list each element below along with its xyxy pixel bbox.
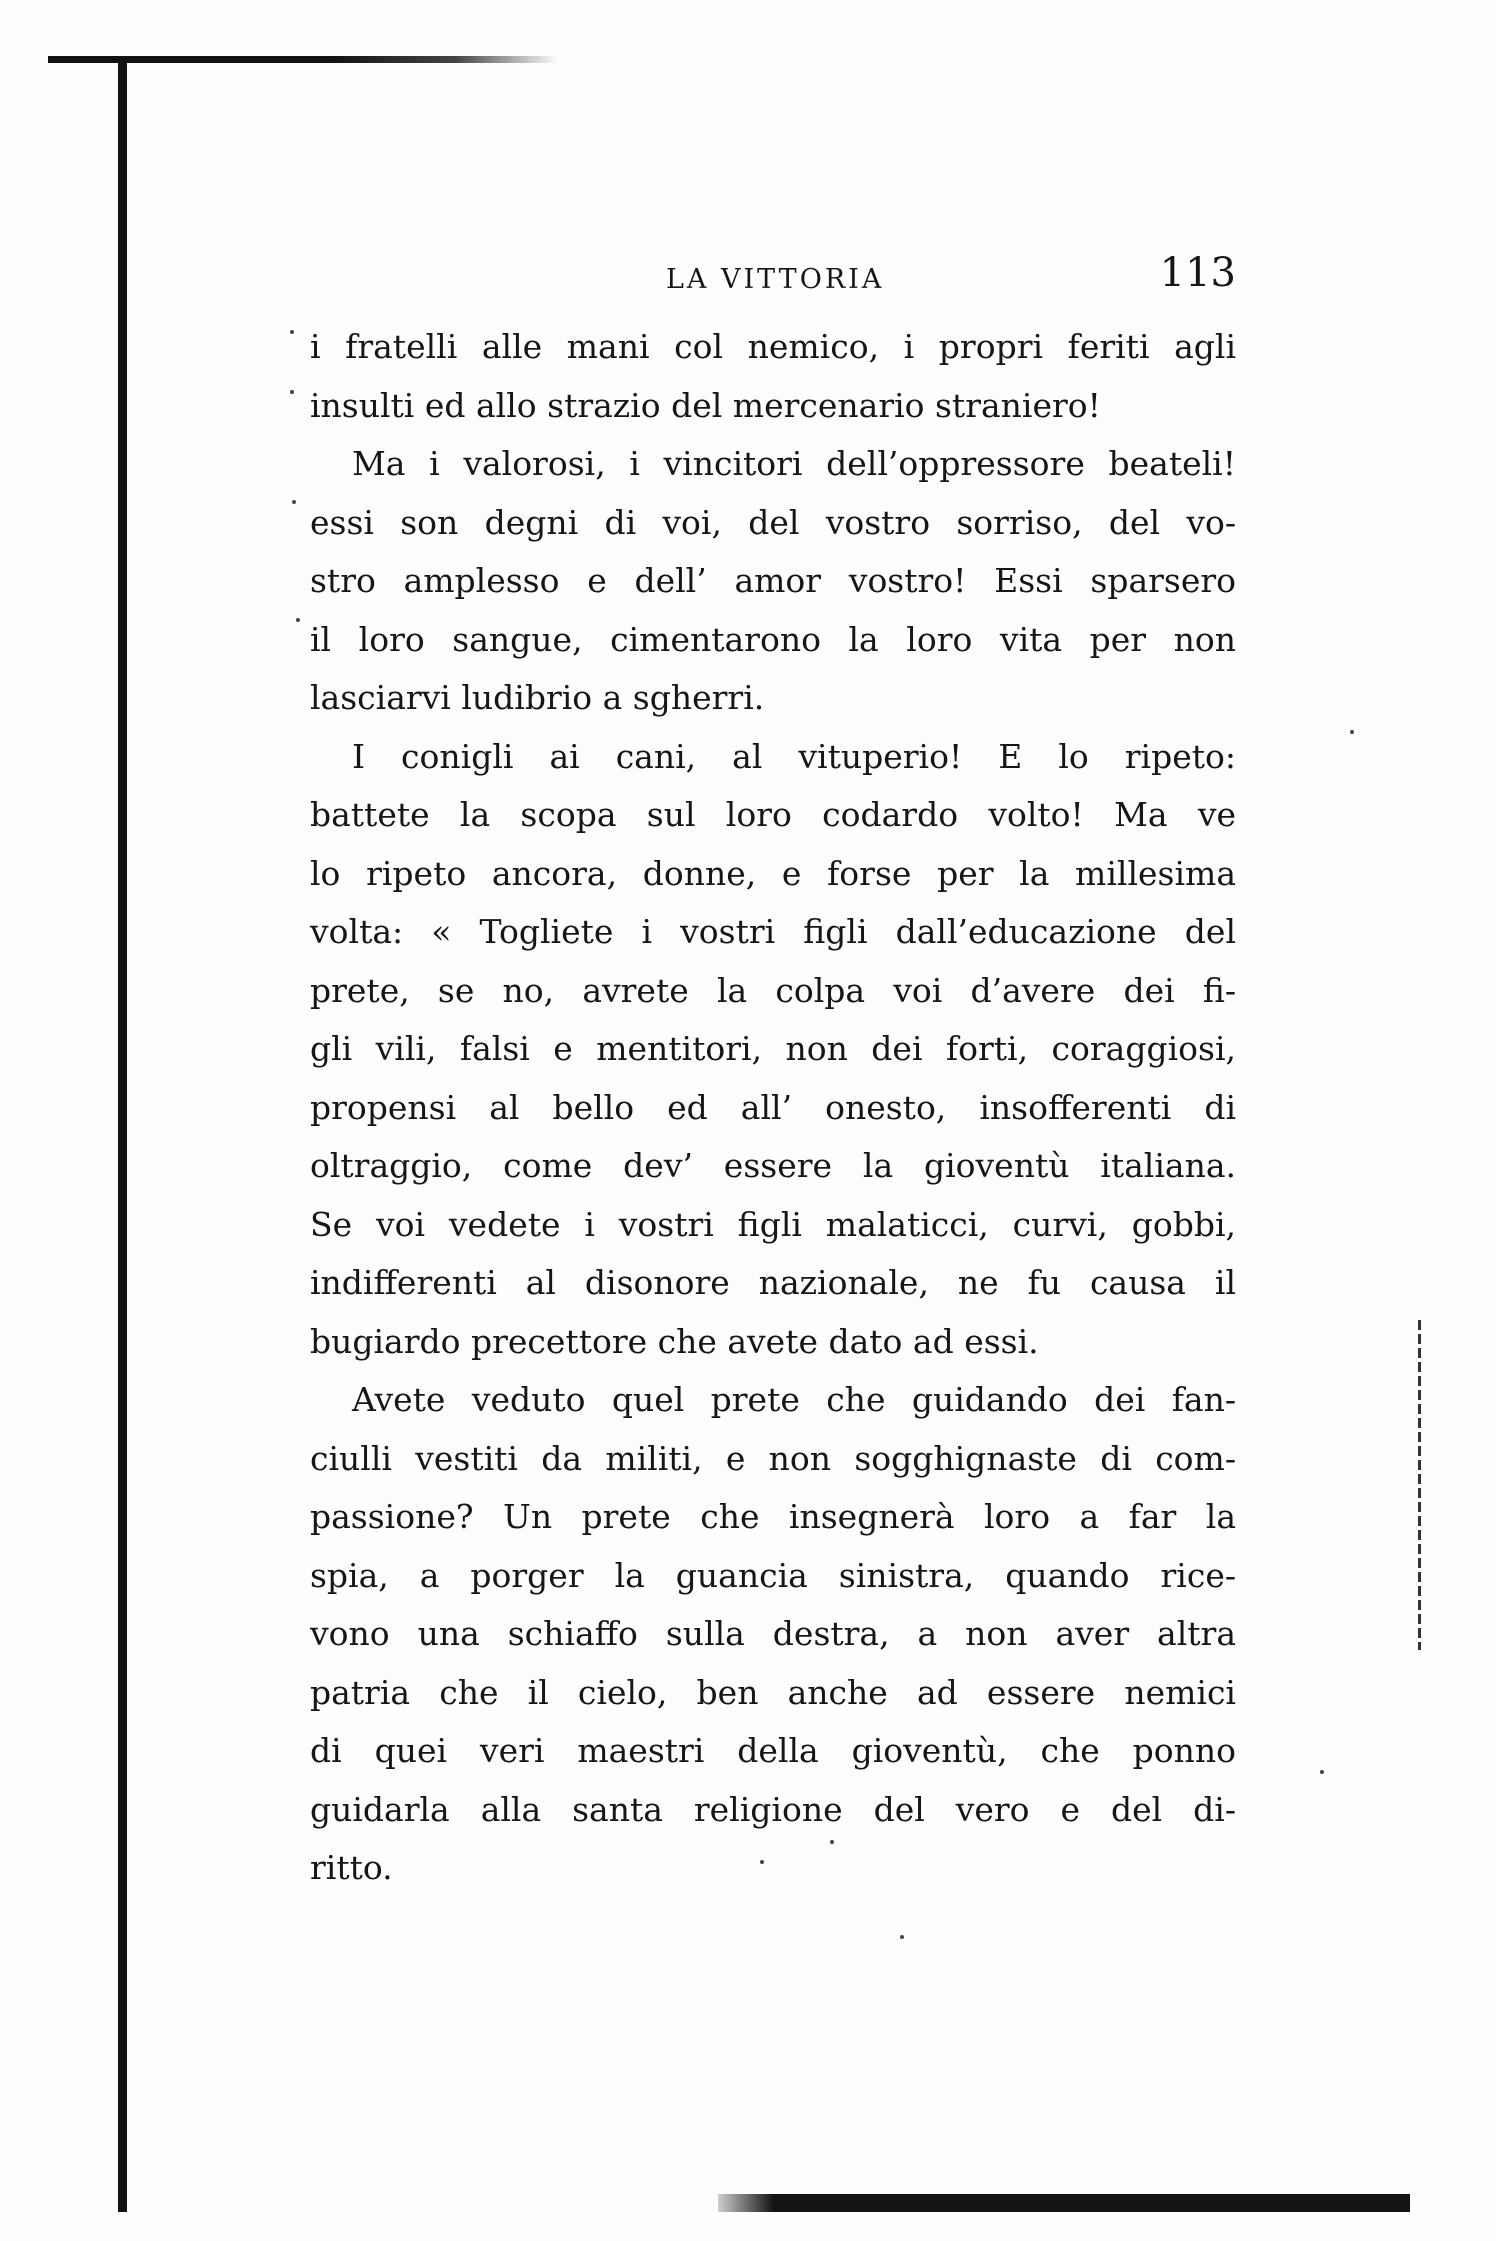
text-line: ritto.	[310, 1848, 393, 1887]
paragraph	[310, 728, 1236, 1372]
text-line: indifferenti al disonore nazionale, ne fu causa il	[310, 1263, 1236, 1302]
running-header	[310, 248, 1236, 308]
text-line: propensi al bello ed all’ onesto, insofferenti di	[310, 1087, 1236, 1127]
scan-border-bottom	[718, 2194, 1410, 2212]
text-line: ciulli vestiti da militi, e non sogghignaste di com-	[310, 1438, 1236, 1478]
text-line: i fratelli alle mani col nemico, i propri feriti agli	[310, 327, 1236, 366]
text-line: gli vili, falsi e mentitori, non dei forti, coraggiosi,	[310, 1029, 1236, 1068]
paragraph	[310, 318, 1236, 435]
text-line: volta: « Togliete i vostri figli dall’educazione del	[310, 912, 1236, 951]
text-line: essi son degni di voi, del vostro sorriso, del vo-	[310, 502, 1236, 542]
text-line: bugiardo precettore che avete dato ad essi.	[310, 1321, 1039, 1361]
page-number: 113	[1159, 250, 1236, 296]
scan-speck	[290, 330, 294, 334]
text-line: battete la scopa sul loro codardo volto! Ma ve	[310, 795, 1236, 834]
margin-mark	[1418, 1320, 1421, 1650]
scan-speck	[296, 618, 300, 622]
scan-speck	[1350, 730, 1354, 734]
text-line: passione? Un prete che insegnerà loro a far la	[310, 1497, 1236, 1536]
text-line: guidarla alla santa religione del vero e del di-	[310, 1789, 1236, 1829]
text-line: insulti ed allo strazio del mercenario straniero!	[310, 385, 1101, 425]
text-line: stro amplesso e dell’ amor vostro! Essi sparsero	[310, 561, 1236, 600]
text-line: vono una schiaffo sulla destra, a non aver altra	[310, 1614, 1236, 1653]
text-line: I conigli ai cani, al vituperio! E lo ripeto:	[352, 736, 1236, 776]
text-line: prete, se no, avrete la colpa voi d’avere dei fi-	[310, 970, 1236, 1010]
text-line: patria che il cielo, ben anche ad essere nemici	[310, 1672, 1236, 1712]
scan-speck	[292, 500, 296, 504]
text-line: Se voi vedete i vostri figli malaticci, curvi, gobbi,	[310, 1204, 1236, 1244]
paragraph	[310, 435, 1236, 728]
running-title: LA VITTORIA	[666, 264, 885, 295]
text-line: spia, a porger la guancia sinistra, quando rice-	[310, 1555, 1236, 1595]
text-line: lo ripeto ancora, donne, e forse per la millesima	[310, 853, 1236, 893]
text-line: oltraggio, come dev’ essere la gioventù italiana.	[310, 1146, 1236, 1185]
text-line: Avete veduto quel prete che guidando dei fan-	[352, 1380, 1236, 1419]
body-text	[310, 318, 1236, 1898]
text-line: Ma i valorosi, i vincitori dell’oppressore beateli!	[352, 444, 1236, 483]
scan-speck	[900, 1935, 904, 1939]
scan-speck	[290, 390, 294, 394]
scan-speck	[1320, 1770, 1324, 1774]
scan-border-left	[118, 62, 127, 2212]
paragraph	[310, 1371, 1236, 1898]
text-line: lasciarvi ludibrio a sgherri.	[310, 678, 765, 717]
text-line: il loro sangue, cimentarono la loro vita per non	[310, 619, 1236, 659]
text-line: di quei veri maestri della gioventù, che ponno	[310, 1731, 1236, 1770]
